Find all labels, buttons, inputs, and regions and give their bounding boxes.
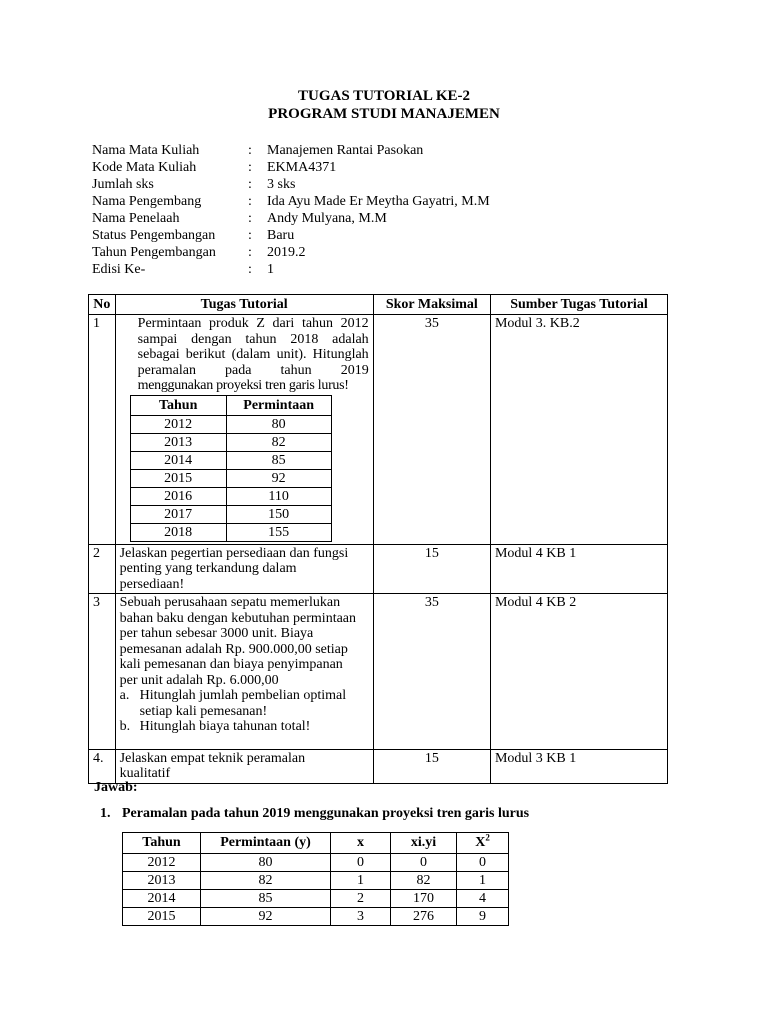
info-value: 3 sks bbox=[267, 177, 296, 192]
task-number: 2 bbox=[89, 544, 116, 594]
demand-row bbox=[130, 505, 331, 523]
x-squared-exponent: 2 bbox=[485, 832, 490, 843]
answer-cell: 0 bbox=[331, 854, 391, 872]
answer-row bbox=[123, 908, 509, 926]
task-description bbox=[115, 315, 373, 545]
answer-row bbox=[123, 854, 509, 872]
demand-year: 2013 bbox=[130, 433, 226, 451]
task-source: Modul 3. KB.2 bbox=[490, 315, 667, 545]
task-row-2 bbox=[89, 544, 668, 594]
task-line: Jelaskan empat teknik peramalan bbox=[119, 750, 306, 766]
task-line: Jelaskan pegertian persediaan dan fungsi bbox=[119, 545, 349, 561]
info-value: Manajemen Rantai Pasokan bbox=[267, 143, 424, 158]
task-source: Modul 4 KB 1 bbox=[490, 544, 667, 594]
answer-cell: 85 bbox=[201, 890, 331, 908]
info-value: 1 bbox=[267, 262, 274, 277]
doc-title-line2: PROGRAM STUDI MANAJEMEN bbox=[268, 106, 500, 122]
info-sep: : bbox=[248, 177, 252, 192]
answer-cell: 3 bbox=[331, 908, 391, 926]
col-header-no: No bbox=[89, 295, 116, 315]
info-sep: : bbox=[248, 245, 252, 260]
answer-col-x-squared bbox=[457, 833, 509, 854]
task-line: per tahun sebesar 3000 unit. Biaya bbox=[119, 626, 314, 641]
answer-cell: 2012 bbox=[123, 854, 201, 872]
answer-table bbox=[122, 832, 509, 926]
doc-title-line1: TUGAS TUTORIAL KE-2 bbox=[298, 88, 470, 104]
info-sep: : bbox=[248, 143, 252, 158]
demand-row bbox=[130, 433, 331, 451]
task-description bbox=[115, 544, 373, 594]
demand-year: 2014 bbox=[130, 451, 226, 469]
answer-row bbox=[123, 872, 509, 890]
task-line: penting yang terkandung dalam bbox=[119, 561, 297, 576]
info-label: Jumlah sks bbox=[92, 177, 154, 192]
answer-col-x: x bbox=[331, 833, 391, 854]
task-row-3 bbox=[89, 594, 668, 750]
task-source: Modul 4 KB 2 bbox=[490, 594, 667, 750]
answer-cell: 1 bbox=[457, 872, 509, 890]
info-label: Nama Mata Kuliah bbox=[92, 143, 200, 158]
info-sep: : bbox=[248, 228, 252, 243]
answer-col-xy: xi.yi bbox=[391, 833, 457, 854]
info-label: Status Pengembangan bbox=[92, 228, 216, 243]
task-line: persediaan! bbox=[119, 576, 185, 592]
info-label: Nama Pengembang bbox=[92, 194, 202, 209]
task-description bbox=[115, 594, 373, 750]
demand-header-row bbox=[130, 395, 331, 415]
task-number: 4. bbox=[89, 749, 116, 783]
task-line: peramalan pada tahun 2019 bbox=[137, 362, 369, 378]
demand-year: 2017 bbox=[130, 505, 226, 523]
tasks-table bbox=[88, 294, 668, 784]
task-score: 15 bbox=[373, 749, 490, 783]
col-header-score: Skor Maksimal bbox=[373, 295, 490, 315]
task-line: per unit adalah Rp. 6.000,00 bbox=[119, 672, 279, 688]
x-squared-base: X bbox=[475, 835, 486, 850]
answer-col-year: Tahun bbox=[123, 833, 201, 854]
info-sep: : bbox=[248, 160, 252, 175]
answer-cell: 2013 bbox=[123, 872, 201, 890]
task-line: bahan baku dengan kebutuhan permintaan bbox=[119, 610, 357, 626]
answer-cell: 4 bbox=[457, 890, 509, 908]
demand-row bbox=[130, 451, 331, 469]
info-label: Tahun Pengembangan bbox=[92, 245, 216, 260]
demand-row bbox=[130, 487, 331, 505]
answer-cell: 92 bbox=[201, 908, 331, 926]
answer-cell: 1 bbox=[331, 872, 391, 890]
task-number: 3 bbox=[89, 594, 116, 750]
sub-item-a bbox=[120, 688, 369, 719]
answer-number: 1. bbox=[100, 806, 111, 821]
answer-cell: 2014 bbox=[123, 890, 201, 908]
answer-cell: 0 bbox=[391, 854, 457, 872]
answer-cell: 82 bbox=[201, 872, 331, 890]
answer-heading bbox=[100, 806, 529, 822]
answer-title: Peramalan pada tahun 2019 menggunakan proyeksi tren garis lurus bbox=[122, 806, 530, 821]
demand-value: 85 bbox=[226, 451, 331, 469]
task-line: kali pemesanan dan biaya penyimpanan bbox=[119, 657, 343, 672]
sub-item-line: Hitunglah jumlah pembelian optimal bbox=[139, 688, 347, 703]
info-label: Kode Mata Kuliah bbox=[92, 160, 197, 175]
answer-col-demand: Permintaan (y) bbox=[201, 833, 331, 854]
task-row-4 bbox=[89, 749, 668, 783]
task-row-1 bbox=[89, 315, 668, 545]
task-text bbox=[120, 595, 369, 688]
answer-header-row bbox=[123, 833, 509, 854]
task-text bbox=[120, 546, 369, 593]
task-line: sebagai berikut (dalam unit). Hitunglah bbox=[137, 347, 369, 362]
info-value: 2019.2 bbox=[267, 245, 306, 260]
task-score: 35 bbox=[373, 594, 490, 750]
info-label: Edisi Ke- bbox=[92, 262, 146, 277]
demand-year: 2012 bbox=[130, 415, 226, 433]
task-text bbox=[120, 316, 369, 394]
demand-table bbox=[130, 395, 332, 542]
task-source: Modul 3 KB 1 bbox=[490, 749, 667, 783]
info-sep: : bbox=[248, 262, 252, 277]
demand-value: 155 bbox=[226, 523, 331, 541]
demand-year: 2018 bbox=[130, 523, 226, 541]
task-line: sampai dengan tahun 2018 adalah bbox=[137, 331, 369, 347]
answer-cell: 0 bbox=[457, 854, 509, 872]
info-value: Baru bbox=[267, 228, 295, 243]
demand-value: 82 bbox=[226, 433, 331, 451]
info-value: EKMA4371 bbox=[267, 160, 337, 175]
sub-item-b bbox=[120, 719, 369, 735]
task-line: pemesanan adalah Rp. 900.000,00 setiap bbox=[119, 641, 348, 657]
demand-value: 150 bbox=[226, 505, 331, 523]
task-line: menggunakan proyeksi tren garis lurus! bbox=[137, 378, 349, 393]
demand-row bbox=[130, 469, 331, 487]
task-score: 35 bbox=[373, 315, 490, 545]
task-score: 15 bbox=[373, 544, 490, 594]
answer-cell: 82 bbox=[391, 872, 457, 890]
answer-cell: 9 bbox=[457, 908, 509, 926]
sub-item-mark: b. bbox=[119, 719, 131, 734]
task-line: Permintaan produk Z dari tahun 2012 bbox=[137, 316, 369, 331]
answer-cell: 2 bbox=[331, 890, 391, 908]
demand-value: 110 bbox=[226, 487, 331, 505]
answer-cell: 170 bbox=[391, 890, 457, 908]
info-value: Andy Mulyana, M.M bbox=[267, 211, 387, 226]
task-line: kualitatif bbox=[119, 766, 171, 781]
task-line: Sebuah perusahaan sepatu memerlukan bbox=[119, 595, 341, 610]
answer-row bbox=[123, 890, 509, 908]
demand-value: 92 bbox=[226, 469, 331, 487]
task-number: 1 bbox=[89, 315, 116, 545]
answer-cell: 276 bbox=[391, 908, 457, 926]
info-sep: : bbox=[248, 194, 252, 209]
info-label: Nama Penelaah bbox=[92, 211, 180, 226]
answer-cell: 80 bbox=[201, 854, 331, 872]
demand-year: 2015 bbox=[130, 469, 226, 487]
demand-header-year: Tahun bbox=[130, 395, 226, 415]
sub-item-line: Hitunglah biaya tahunan total! bbox=[139, 719, 311, 734]
demand-value: 80 bbox=[226, 415, 331, 433]
task-description bbox=[115, 749, 373, 783]
demand-row bbox=[130, 415, 331, 433]
answer-cell: 2015 bbox=[123, 908, 201, 926]
col-header-task: Tugas Tutorial bbox=[115, 295, 373, 315]
info-value: Ida Ayu Made Er Meytha Gayatri, M.M bbox=[267, 194, 490, 209]
sub-item-line: setiap kali pemesanan! bbox=[139, 703, 268, 719]
demand-row bbox=[130, 523, 331, 541]
task-text bbox=[120, 751, 369, 782]
tasks-header-row bbox=[89, 295, 668, 315]
answer-label: Jawab: bbox=[94, 780, 138, 795]
sub-item-mark: a. bbox=[119, 688, 130, 703]
demand-header-demand: Permintaan bbox=[226, 395, 331, 415]
demand-year: 2016 bbox=[130, 487, 226, 505]
info-sep: : bbox=[248, 211, 252, 226]
col-header-source: Sumber Tugas Tutorial bbox=[490, 295, 667, 315]
